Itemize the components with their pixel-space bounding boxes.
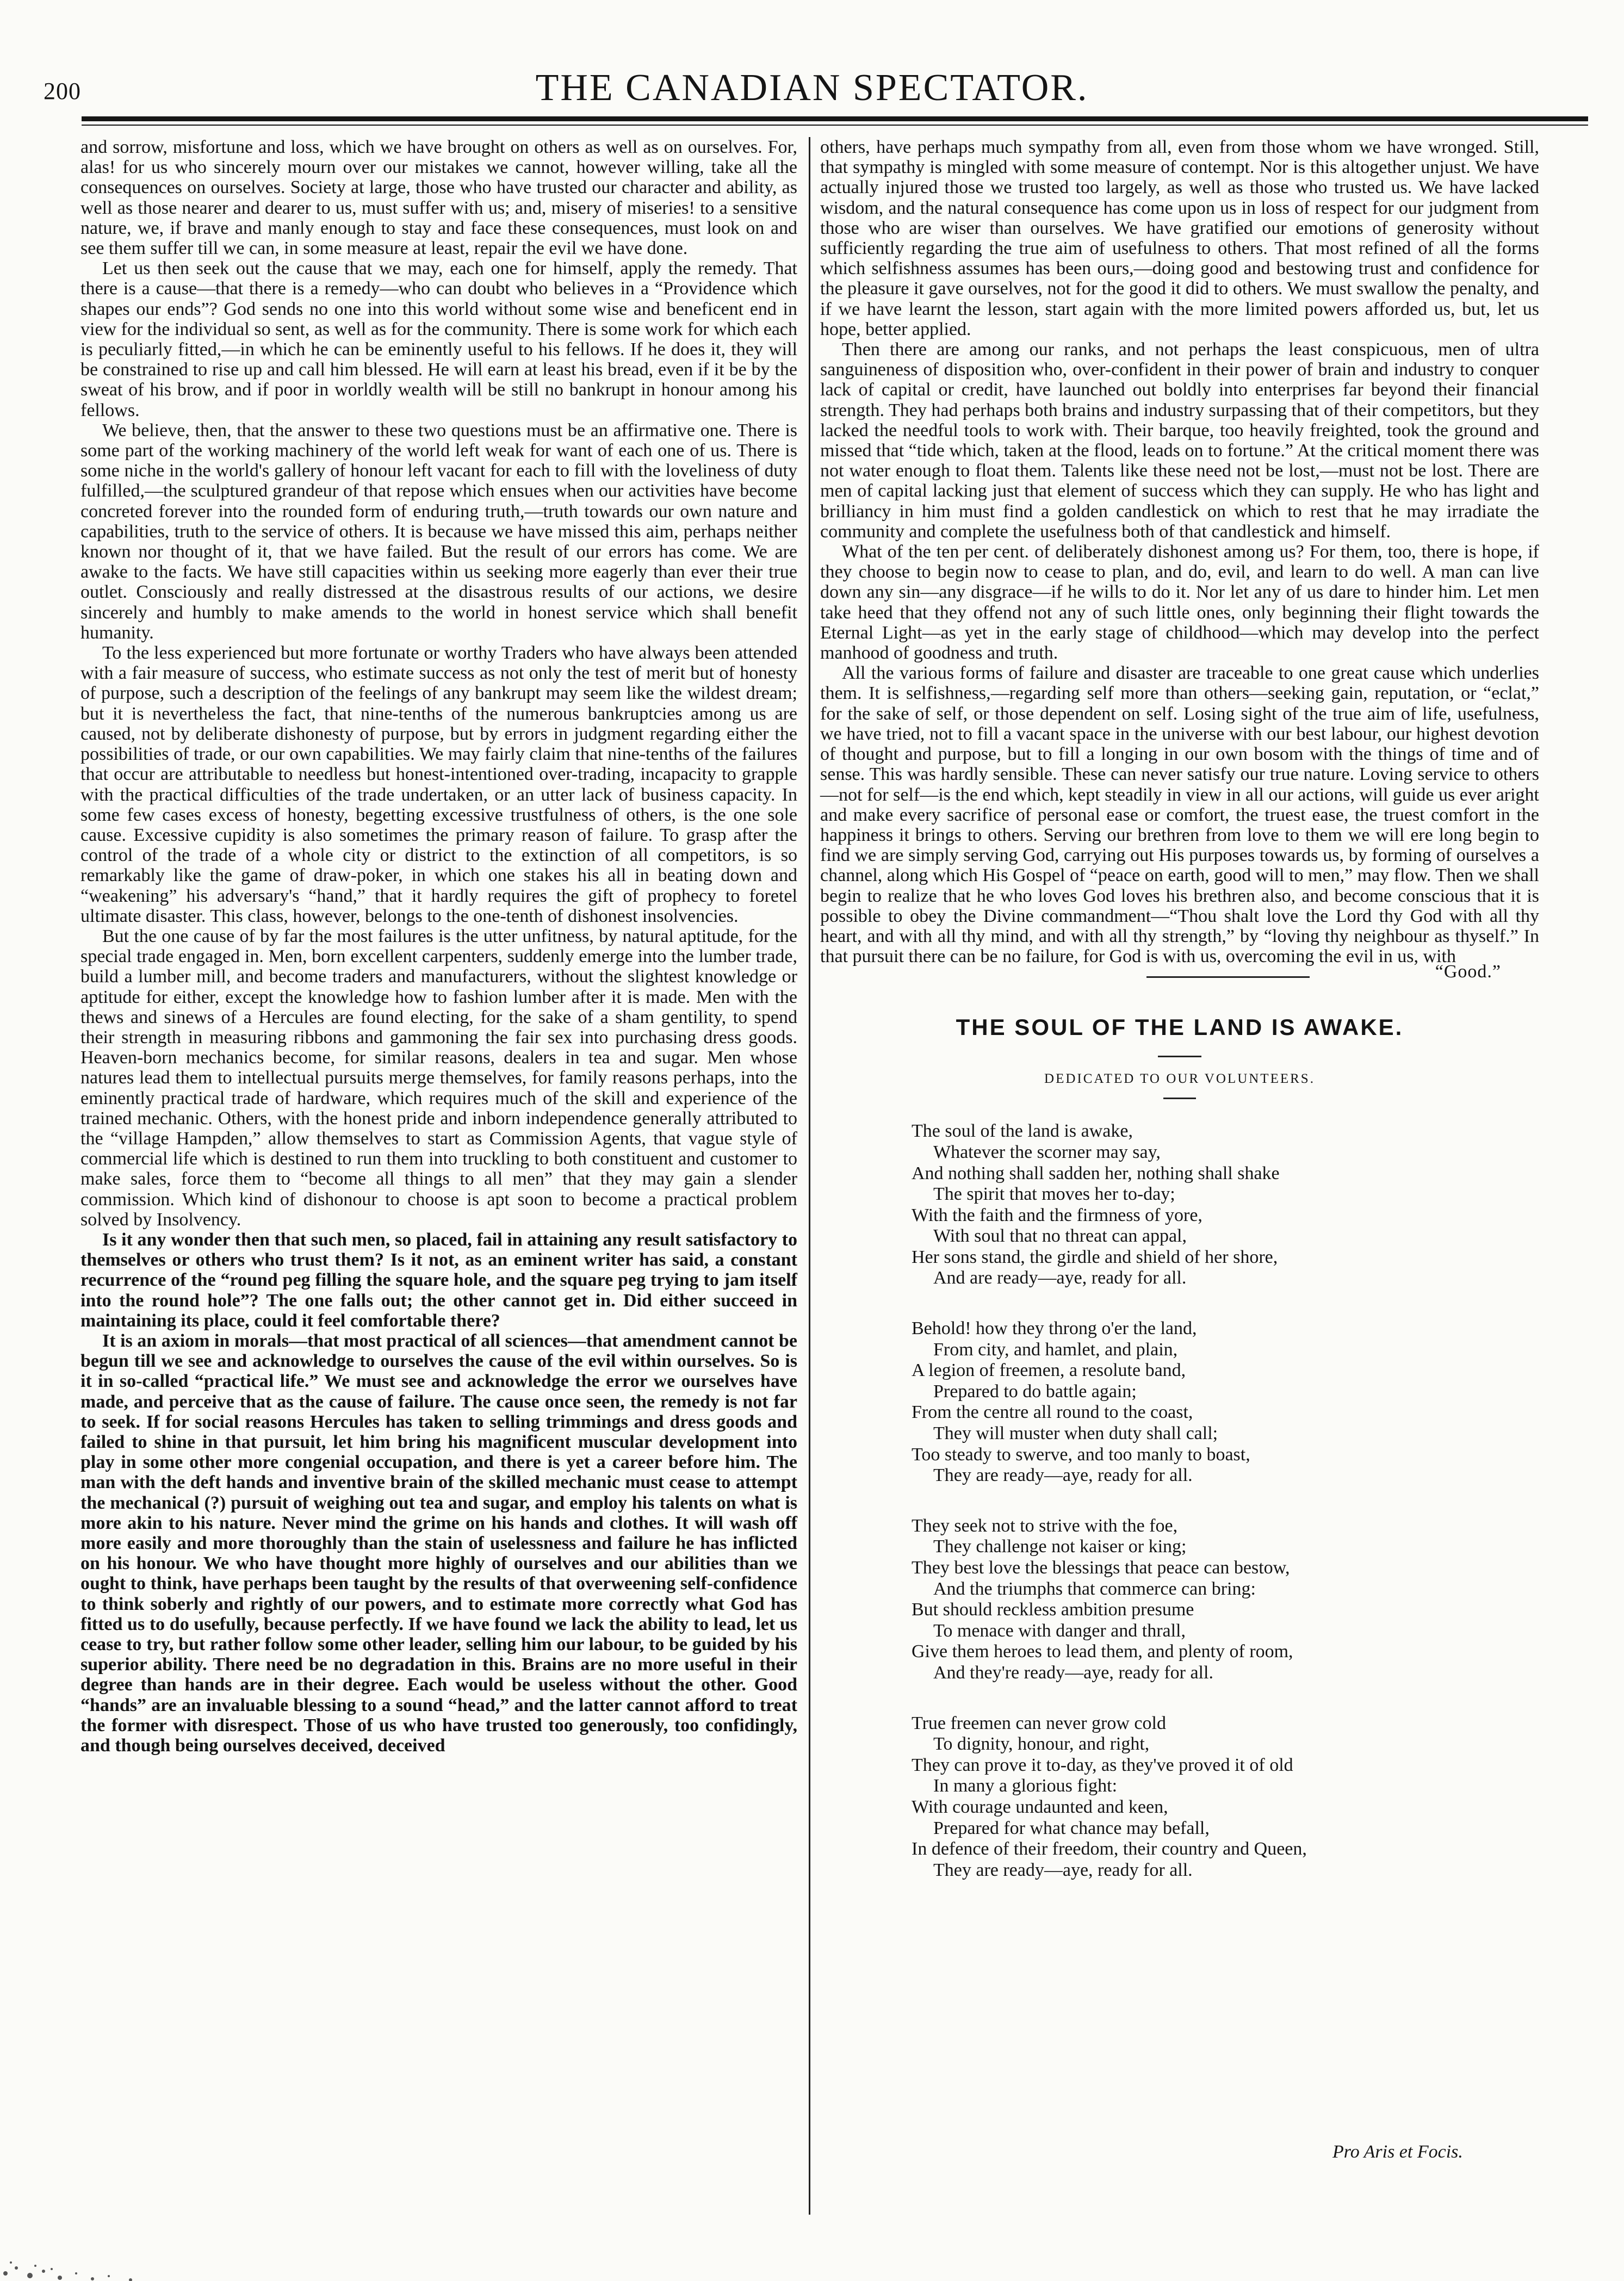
poem-line: From the centre all round to the coast, bbox=[912, 1402, 1193, 1423]
right-column-article bbox=[820, 137, 1539, 966]
left-paragraph: Let us then seek out the cause that we may, each one for himself, apply the remedy. That there is a cause—that there is a remedy—who can doubt who believes in a “Providence which shapes our ends”? God sends no one into this world without some wise and beneficent end in view for the individual so sent, as well as for the community. There is some work for which each is peculiarly fitted,—in which he can be eminently useful to his fellows. If he does it, they will be constrained to rise up and call him blessed. He will earn at least his bread, even if it be by the sweat of his brow, and if poor in worldly wealth will be still no bankrupt in honour among his fellows. bbox=[80, 258, 797, 420]
left-paragraph: Is it any wonder then that such men, so placed, fail in attaining any result satisfactory to themselves or others who trust them? Is it not, as an eminent writer has said, a constant recurrence of the “round peg filling the square hole, and the square peg trying to jam itself into the round hole”? The one falls out; the other cannot get in. Did either succeed in maintaining its place, could it feel comfortable there? bbox=[80, 1229, 797, 1331]
poem-line: From city, and hamlet, and plain, bbox=[933, 1339, 1178, 1360]
right-paragraph: All the various forms of failure and disaster are traceable to one great cause which underlies them. It is selfishness,—regarding self more than others—seeking gain, reputation, or “eclat,” for the sake of self, or those dependent on self. Losing sight of the true aim of life, usefulness, we have tried, not to fill a vacant space in the universe with our best labour, our highest devotion of thought and purpose, but to fill a longing in our own bosom with the things of time and of sense. This was hardly sensible. These can never satisfy our true nature. Loving service to others—not for self—is the end which, kept steadily in view in all our actions, will guide us ever aright and make every sacrifice of personal ease or comfort, the truest ease, the truest comfort in the happiness it brings to others. Serving our brethren from love to them we will ere long begin to find we are simply serving God, carrying out His purposes towards us, by forming of ourselves a channel, along which His Gospel of “peace on earth, good will to men,” may flow. Then we shall begin to realize that he who loves God loves his brethren also, and become conscious that it is possible to obey the Divine commandment—“Thou shalt love the Lord thy God with all thy heart, and with all thy mind, and with all thy strength,” by “loving thy neighbour as thyself.” In that pursuit there can be no failure, for God is with us, overcoming the evil in us, with bbox=[820, 663, 1539, 967]
poem-line: They will muster when duty shall call; bbox=[933, 1423, 1218, 1444]
masthead-title: THE CANADIAN SPECTATOR. bbox=[535, 67, 1089, 109]
scan-artifact bbox=[0, 2235, 207, 2281]
left-paragraph: It is an axiom in morals—that most practical of all sciences—that amendment cannot be begun till we see and acknowledge to ourselves the cause of the evil within ourselves. So is it in so-called “practical life.” We must see and acknowledge the error we ourselves have made, and perceive that as the cause of failure. The cause once seen, the remedy is not far to seek. If for social reasons Hercules has taken to selling trimmings and dress goods and failed to shine in that pursuit, let him bring his magnificent muscular development into play in some other more congenial occupation, and there is yet a career before him. The man with the deft hands and inventive brain of the skilled mechanic must cease to attempt the mechanical (?) pursuit of weighing out tea and sugar, and employ his talents on what is more akin to his nature. Never mind the grime on his hands and clothes. It will wash off more easily and more thoroughly than the stain of uselessness and failure he has inflicted on his honour. We who have thought more highly of ourselves and our abilities than we ought to think, have perhaps been taught by the results of that overweening self-confidence to think soberly and rightly of our powers, and to estimate more correctly what God has fitted us to do usefully, because perfectly. If we have found we lack the ability to lead, let us cease to try, but rather follow some other leader, selling him our labour, to be guided by his superior ability. There need be no degradation in this. Brains are no more useful in their degree than hands are in their degree. Each would be useless without the other. Good “hands” are an invaluable blessing to a sound “head,” and the latter cannot afford to treat the former with disrespect. Those of us who have trusted too generously, too confidingly, and though being ourselves deceived, deceived bbox=[80, 1330, 797, 1756]
poem-line: Give them heroes to lead them, and plenty of room, bbox=[912, 1641, 1293, 1662]
poem-line: But should reckless ambition presume bbox=[912, 1600, 1194, 1620]
poem-line: And are ready—aye, ready for all. bbox=[933, 1268, 1187, 1288]
poem-title: THE SOUL OF THE LAND IS AWAKE. bbox=[956, 1014, 1404, 1040]
left-paragraph: and sorrow, misfortune and loss, which we have brought on others as well as on ourselves. For, alas! for us who sincerely mourn over our mistakes we cannot, however willing, take all the consequences on ourselves. Society at large, those who have trusted our character and ability, as well as those nearer and dearer to us, must suffer with us; and, misery of miseries! to a sensitive nature, we, if brave and manly enough to stay and face these consequences, must look on and see them suffer till we can, in some measure at least, repair the evil we have done. bbox=[80, 137, 797, 259]
poem-line: Behold! how they throng o'er the land, bbox=[912, 1318, 1197, 1339]
poem-line: Prepared for what chance may befall, bbox=[933, 1818, 1210, 1838]
poem-line: They seek not to strive with the foe, bbox=[912, 1515, 1178, 1536]
poem-stanzas bbox=[820, 1121, 1539, 1881]
poem-line: With the faith and the firmness of yore, bbox=[912, 1205, 1202, 1225]
right-paragraph: others, have perhaps much sympathy from all, even from those whom we have wronged. Still, that sympathy is mingled with some measure of contempt. Nor is this altogether unjust. We have actually injured those we trusted too largely, as well as those who trusted us. We have lacked wisdom, and the natural consequence has come upon us in loss of respect for our judgment from those who are wiser than ourselves. We have gratified our emotions of generosity without sufficiently regarding the true aim of usefulness to others. That most refined of all the forms which selfishness assumes has been ours,—doing good and bestowing trust and confidence for the pleasure it gave ourselves, not for the good it did to others. We must swallow the penalty, and if we have learnt the lesson, start again with the more limited powers afforded us, but, let us hope, better applied. bbox=[820, 137, 1539, 339]
poem-stanza bbox=[912, 1516, 1539, 1684]
left-paragraph: But the one cause of by far the most failures is the utter unfitness, by natural aptitude, for the special trade engaged in. Men, born excellent carpenters, suddenly emerge into the lumber trade, build a lumber mill, and become traders and manufacturers, without the slightest knowledge or aptitude for either, except the knowledge how to fashion lumber after it is made. Men with the thews and sinews of a Hercules are found electing, for the sake of a sham gentility, to spend their strength in measuring ribbons and gammoning the fair sex into purchasing dress goods. Heaven-born mechanics become, for similar reasons, dealers in tea and sugar. Men whose natures lead them to intellectual pursuits merge themselves, for family reasons perhaps, into the eminently practical trade of hardware, which requires much of the skill and experience of the trained mechanic. Others, with the honest pride and inborn independence generally attributed to the “village Hampden,” allow themselves to start as Commission Agents, that vague style of commercial life which is destined to run them into truckling to both constituent and customer to make sales, force them to “become all things to all men” that they may gain a slender commission. Which kind of dishonour to choose is apt soon to become a practical problem solved by Insolvency. bbox=[80, 926, 797, 1230]
poem-dedication: DEDICATED TO OUR VOLUNTEERS. bbox=[1044, 1071, 1315, 1087]
right-paragraph: What of the ten per cent. of deliberately dishonest among us? For them, too, there is hope, if they choose to begin now to cease to plan, and do, evil, and learn to do well. A man can live down any sin—any disgrace—if he wills to do it. Nor let any of us dare to hinder him. Let men take heed that they offend not any of such little ones, only beginning their flight towards the Eternal Light—as yet in the early stage of childhood—which may develop into the perfect manhood of goodness and truth. bbox=[820, 542, 1539, 664]
header-rule-thick bbox=[82, 116, 1588, 121]
poem-line: A legion of freemen, a resolute band, bbox=[912, 1360, 1186, 1381]
poem-line: In defence of their freedom, their country and Queen, bbox=[912, 1839, 1307, 1859]
right-column bbox=[820, 137, 1539, 1881]
poem-line: True freemen can never grow cold bbox=[912, 1713, 1166, 1733]
left-paragraph: We believe, then, that the answer to these two questions must be an affirmative one. There is some part of the working machinery of the world left weak for want of each one of us. There is some niche in the world's gallery of honour left vacant for each to fill with the loveliness of duty fulfilled,—the sculptured grandeur of that repose which ensues when our activities have become concreted forever into the rounded form of enduring truth,—truth towards our own nature and capabilities, truth to the service of others. It is because we have missed this aim, perhaps neither known nor thought of it, that we have failed. But the result of our errors has come. We are awake to the facts. We have still capacities within us seeking more eagerly than ever their true outlet. Consciously and really distressed at the disastrous results of our actions, we desire sincerely and humbly to make amends to the world in honest service which shall benefit humanity. bbox=[80, 420, 797, 643]
poem-motto: Pro Aris et Focis. bbox=[1332, 2142, 1463, 2162]
poem-stanza bbox=[912, 1121, 1539, 1289]
poem-line: The spirit that moves her to-day; bbox=[933, 1184, 1175, 1205]
poem-line: Prepared to do battle again; bbox=[933, 1381, 1137, 1402]
poem-line: The soul of the land is awake, bbox=[912, 1121, 1133, 1142]
poem-line: They are ready—aye, ready for all. bbox=[933, 1859, 1193, 1880]
poem-line: With courage undaunted and keen, bbox=[912, 1796, 1168, 1817]
poem-line: With soul that no threat can appal, bbox=[933, 1226, 1187, 1247]
left-paragraph: To the less experienced but more fortunate or worthy Traders who have always been attended with a fair measure of success, who estimate success as not only the test of merit but of honesty of purpose, such a description of the feelings of any bankrupt may seem like the wildest dream; but it is nevertheless the fact, that nine-tenths of the numerous bankruptcies among us are caused, not by deliberate dishonesty of purpose, but by errors in judgment regarding either the possibilities of trade, or our own capabilities. We may fairly claim that nine-tenths of the failures that occur are attributable to needless but honest-intentioned over-trading, incapacity to grapple with the practical difficulties of the trade undertaken, or an utter lack of business capacity. In some few cases excess of honesty, begetting excessive trustfulness of others, is the one sole cause. Excessive cupidity is also sometimes the primary reason of failure. To grasp after the control of the trade of a whole city or district to the extinction of all competitors, is so remarkably like the game of draw-poker, in which one stakes his all in beating down and “weakening” his adversary's “hand,” that it hardly requires the gift of prophecy to foretel ultimate disaster. This class, however, belongs to the one-tenth of dishonest insolvencies. bbox=[80, 643, 797, 926]
article-signature: “Good.” bbox=[1435, 962, 1501, 982]
poem-line: To dignity, honour, and right, bbox=[933, 1734, 1150, 1755]
poem-line: And nothing shall sadden her, nothing shall shake bbox=[912, 1163, 1280, 1183]
poem-line: They challenge not kaiser or king; bbox=[933, 1536, 1187, 1557]
poem-line: And the triumphs that commerce can bring: bbox=[933, 1578, 1256, 1599]
poem-line: They best love the blessings that peace can bestow, bbox=[912, 1558, 1290, 1578]
poem bbox=[820, 1014, 1539, 1881]
column-divider bbox=[809, 137, 810, 2215]
page-header bbox=[0, 0, 1624, 131]
page-number: 200 bbox=[44, 78, 81, 104]
poem-dedication-rule bbox=[1163, 1098, 1196, 1099]
poem-line: Too steady to swerve, and too manly to boast, bbox=[912, 1444, 1250, 1465]
poem-line: They are ready—aye, ready for all. bbox=[933, 1465, 1193, 1486]
poem-stanza bbox=[912, 1318, 1539, 1486]
poem-title-rule bbox=[1158, 1056, 1201, 1057]
header-rule-thin bbox=[82, 125, 1588, 126]
left-column bbox=[80, 137, 797, 1756]
poem-line: In many a glorious fight: bbox=[933, 1776, 1118, 1796]
poem-line: Her sons stand, the girdle and shield of her shore, bbox=[912, 1247, 1278, 1267]
poem-stanza bbox=[912, 1713, 1539, 1881]
poem-line: They can prove it to-day, as they've proved it of old bbox=[912, 1755, 1293, 1775]
poem-line: Whatever the scorner may say, bbox=[933, 1142, 1161, 1162]
poem-line: To menace with danger and thrall, bbox=[933, 1620, 1186, 1641]
poem-line: And they're ready—aye, ready for all. bbox=[933, 1662, 1213, 1683]
right-paragraph: Then there are among our ranks, and not perhaps the least conspicuous, men of ultra sanguineness of disposition who, over-confident in their power of brain and industry to conquer lack of capital or credit, have launched out boldly into enterprises far beyond their financial strength. They had perhaps both brains and industry surpassing that of their competitors, but they lacked the needful tools to work with. Their barque, too heavily freighted, took the ground and missed that “tide which, taken at the flood, leads on to fortune.” At the critical moment there was not water enough to float them. Talents like these need not be lost,—must not be lost. There are men of capital lacking just that element of success which they can supply. He who has light and brilliancy in him must find a golden candlestick on which to rest that he may irradiate the community and complete the usefulness both of that candlestick and himself. bbox=[820, 339, 1539, 542]
